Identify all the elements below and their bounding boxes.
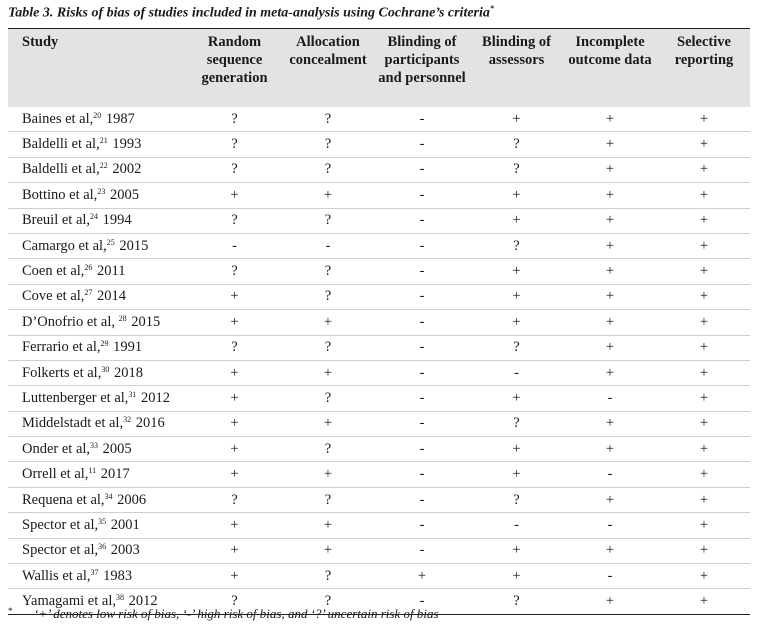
study-cell <box>8 208 186 233</box>
risk-rating-cell: + <box>471 183 562 208</box>
study-author: Onder et al, <box>22 440 91 457</box>
study-cell <box>8 386 186 411</box>
risk-rating-cell: + <box>658 411 750 436</box>
study-author: Breuil et al, <box>22 212 91 229</box>
risk-rating-cell: + <box>471 386 562 411</box>
risk-rating-cell: + <box>562 132 658 157</box>
risk-rating-cell: - <box>373 233 471 258</box>
study-year: 2005 <box>106 186 139 203</box>
reference-number: 32 <box>123 415 132 425</box>
risk-rating-cell: ? <box>283 335 373 360</box>
study-year: 2003 <box>107 542 140 559</box>
risk-rating-cell: + <box>186 513 283 538</box>
table-row <box>8 157 750 182</box>
study-author: Orrell et al, <box>22 466 89 483</box>
column-header-selective-reporting: Selective reporting <box>674 34 734 68</box>
table-row <box>8 513 750 538</box>
risk-rating-cell: + <box>658 360 750 385</box>
risk-rating-cell: + <box>658 284 750 309</box>
study-year: 2001 <box>107 516 140 533</box>
risk-rating-cell: + <box>562 538 658 563</box>
risk-rating-cell: + <box>471 462 562 487</box>
table-footnote <box>8 606 439 622</box>
risk-rating-cell: - <box>186 233 283 258</box>
risk-rating-cell: ? <box>471 233 562 258</box>
reference-number: 38 <box>115 593 124 603</box>
reference-number: 37 <box>90 567 99 577</box>
study-author: Wallis et al, <box>22 567 91 584</box>
risk-rating-cell: + <box>186 386 283 411</box>
risk-rating-cell: ? <box>471 487 562 512</box>
risk-rating-cell: + <box>562 233 658 258</box>
risk-rating-cell: + <box>283 538 373 563</box>
risk-rating-cell: - <box>562 462 658 487</box>
study-cell <box>8 513 186 538</box>
study-cell <box>8 157 186 182</box>
risk-rating-cell: - <box>373 183 471 208</box>
study-cell <box>8 284 186 309</box>
risk-rating-cell: - <box>562 513 658 538</box>
table-row <box>8 107 750 132</box>
risk-rating-cell: - <box>373 360 471 385</box>
risk-rating-cell: + <box>373 564 471 589</box>
risk-rating-cell: + <box>471 208 562 233</box>
column-header-blinding-participants: Blinding of participants and personnel <box>378 34 466 86</box>
risk-rating-cell: + <box>658 233 750 258</box>
table-row <box>8 233 750 258</box>
risk-rating-cell: ? <box>283 564 373 589</box>
study-cell <box>8 437 186 462</box>
table-row <box>8 538 750 563</box>
reference-number: 25 <box>106 237 115 247</box>
risk-rating-cell: + <box>658 437 750 462</box>
risk-rating-cell: ? <box>186 259 283 284</box>
reference-number: 27 <box>84 288 93 298</box>
risk-rating-cell: ? <box>231 593 238 610</box>
table-row <box>8 386 750 411</box>
study-year: 2014 <box>93 288 127 305</box>
study-year: 1993 <box>108 136 142 153</box>
column-header-study: Study <box>22 34 59 50</box>
table-body <box>8 107 750 614</box>
risk-rating-cell: ? <box>283 132 373 157</box>
risk-rating-cell: + <box>562 360 658 385</box>
footnote-mark: * <box>8 606 13 616</box>
risk-rating-cell: + <box>658 487 750 512</box>
risk-rating-cell: - <box>373 157 471 182</box>
study-year: 1991 <box>109 339 143 356</box>
risk-rating-cell: + <box>658 132 750 157</box>
risk-rating-cell: + <box>283 183 373 208</box>
risk-rating-cell: - <box>373 538 471 563</box>
study-author: Baldelli et al, <box>22 136 100 153</box>
study-author: Requena et al, <box>22 491 105 508</box>
risk-rating-cell: + <box>658 462 750 487</box>
risk-rating-cell: + <box>471 310 562 335</box>
risk-rating-cell: ? <box>186 487 283 512</box>
study-author: Yamagami et al, <box>22 593 116 610</box>
study-year: 2012 <box>124 593 158 610</box>
risk-rating-cell: + <box>658 208 750 233</box>
risk-rating-cell: + <box>605 593 615 610</box>
study-author: D’Onofrio et al, <box>22 313 119 330</box>
risk-rating-cell: + <box>186 538 283 563</box>
table-row <box>8 360 750 385</box>
risk-rating-cell: + <box>186 462 283 487</box>
study-cell <box>8 259 186 284</box>
table-row <box>8 411 750 436</box>
risk-rating-cell: + <box>283 462 373 487</box>
risk-rating-cell: ? <box>283 284 373 309</box>
study-year: 2012 <box>137 389 171 406</box>
reference-number: 29 <box>100 339 109 349</box>
risk-rating-cell: ? <box>283 487 373 512</box>
risk-rating-cell: - <box>373 487 471 512</box>
study-cell <box>8 335 186 360</box>
risk-rating-cell: + <box>283 310 373 335</box>
risk-rating-cell: + <box>658 310 750 335</box>
risk-rating-cell: - <box>283 233 373 258</box>
risk-rating-cell: - <box>373 132 471 157</box>
table-row <box>8 183 750 208</box>
risk-rating-cell: ? <box>186 208 283 233</box>
risk-rating-cell: + <box>186 284 283 309</box>
risk-rating-cell: ? <box>186 335 283 360</box>
risk-rating-cell: + <box>562 157 658 182</box>
table-row <box>8 208 750 233</box>
study-author: Baldelli et al, <box>22 161 100 178</box>
table-row <box>8 132 750 157</box>
study-cell <box>8 411 186 436</box>
risk-rating-cell: + <box>658 157 750 182</box>
risk-rating-cell: - <box>373 208 471 233</box>
risk-rating-cell: + <box>658 183 750 208</box>
study-year: 2016 <box>132 415 165 432</box>
risk-rating-cell: ? <box>186 107 283 132</box>
study-author: Folkerts et al, <box>22 364 102 381</box>
risk-rating-cell: - <box>471 360 562 385</box>
risk-rating-cell: - <box>373 259 471 284</box>
risk-rating-cell: + <box>658 538 750 563</box>
column-header-random-sequence: Random sequence generation <box>201 34 268 86</box>
table-row <box>8 462 750 487</box>
risk-rating-cell: + <box>658 564 750 589</box>
table-row <box>8 284 750 309</box>
risk-rating-cell: - <box>471 513 562 538</box>
risk-rating-cell: ? <box>283 386 373 411</box>
table-row <box>8 335 750 360</box>
risk-rating-cell: - <box>373 411 471 436</box>
reference-number: 34 <box>104 491 113 501</box>
risk-rating-cell: - <box>562 564 658 589</box>
risk-rating-cell: - <box>562 386 658 411</box>
reference-number: 20 <box>93 110 102 120</box>
risk-rating-cell: ? <box>283 157 373 182</box>
study-year: 2015 <box>127 313 161 330</box>
table-row <box>8 310 750 335</box>
study-cell <box>8 462 186 487</box>
risk-rating-cell: + <box>186 310 283 335</box>
study-cell <box>8 183 186 208</box>
risk-rating-cell: + <box>186 411 283 436</box>
risk-rating-cell: + <box>562 335 658 360</box>
risk-rating-cell: ? <box>283 437 373 462</box>
risk-rating-cell: + <box>562 437 658 462</box>
table-caption <box>8 4 494 22</box>
study-author: Cove et al, <box>22 288 85 305</box>
study-cell <box>8 360 186 385</box>
reference-number: 33 <box>90 440 99 450</box>
risk-rating-cell: - <box>373 462 471 487</box>
study-year: 2015 <box>115 237 149 254</box>
study-cell <box>8 233 186 258</box>
risk-rating-cell: + <box>658 335 750 360</box>
risk-rating-cell: ? <box>283 107 373 132</box>
risk-of-bias-table-frame <box>8 28 750 615</box>
risk-rating-cell: ? <box>324 593 332 610</box>
risk-rating-cell: + <box>471 564 562 589</box>
risk-rating-cell: ? <box>471 157 562 182</box>
study-year: 2002 <box>108 161 142 178</box>
risk-rating-cell: + <box>471 107 562 132</box>
risk-rating-cell: + <box>562 183 658 208</box>
reference-number: 23 <box>97 186 106 196</box>
column-header-blinding-assessors: Blinding of assessors <box>482 34 551 68</box>
risk-rating-cell: - <box>419 593 425 610</box>
study-author: Luttenberger et al, <box>22 389 129 406</box>
reference-number: 26 <box>84 263 93 273</box>
risk-rating-cell: + <box>562 259 658 284</box>
risk-rating-cell: + <box>471 437 562 462</box>
risk-rating-cell: + <box>283 411 373 436</box>
risk-rating-cell: + <box>658 107 750 132</box>
risk-rating-cell: - <box>373 107 471 132</box>
risk-rating-cell: ? <box>471 411 562 436</box>
risk-rating-cell: + <box>186 360 283 385</box>
risk-rating-cell: - <box>373 335 471 360</box>
study-year: 1983 <box>99 567 133 584</box>
risk-rating-cell: - <box>373 386 471 411</box>
risk-rating-cell: - <box>373 437 471 462</box>
risk-rating-cell: + <box>562 208 658 233</box>
risk-rating-cell: - <box>373 513 471 538</box>
risk-rating-cell: + <box>283 360 373 385</box>
study-year: 2006 <box>113 491 147 508</box>
risk-rating-cell: ? <box>283 259 373 284</box>
reference-number: 11 <box>88 466 97 476</box>
risk-rating-cell: + <box>186 183 283 208</box>
risk-rating-cell: + <box>699 593 709 610</box>
reference-number: 30 <box>101 364 110 374</box>
study-year: 1994 <box>99 212 132 229</box>
study-year: 2011 <box>93 263 126 280</box>
study-cell <box>8 132 186 157</box>
table-row <box>8 564 750 589</box>
study-author: Bottino et al, <box>22 186 98 203</box>
risk-rating-cell: + <box>186 437 283 462</box>
study-author: Coen et al, <box>22 263 85 280</box>
column-header-allocation: Allocation concealment <box>289 34 367 68</box>
study-cell <box>8 487 186 512</box>
table-row <box>8 259 750 284</box>
study-cell <box>8 310 186 335</box>
reference-number: 28 <box>118 313 127 323</box>
study-year: 1987 <box>102 110 135 127</box>
reference-number: 36 <box>98 542 107 552</box>
risk-rating-cell: - <box>373 310 471 335</box>
risk-rating-cell: + <box>658 386 750 411</box>
risk-rating-cell: ? <box>186 132 283 157</box>
risk-rating-cell: - <box>373 284 471 309</box>
study-author: Camargo et al, <box>22 237 107 254</box>
risk-rating-cell: + <box>562 411 658 436</box>
column-header-incomplete-data: Incomplete outcome data <box>568 34 652 68</box>
study-year: 2005 <box>99 440 132 457</box>
risk-of-bias-table <box>8 29 750 614</box>
table-header-row <box>8 29 750 107</box>
study-author: Spector et al, <box>22 516 99 533</box>
footnote-text: ‘+’ denotes low risk of bias, ‘-’ high risk of bias, and ‘?’ uncertain risk of bias <box>34 606 439 621</box>
study-cell <box>8 564 186 589</box>
study-author: Middelstadt et al, <box>22 415 124 432</box>
risk-rating-cell: + <box>562 107 658 132</box>
risk-rating-cell: + <box>562 487 658 512</box>
risk-rating-cell: + <box>283 513 373 538</box>
reference-number: 31 <box>128 389 137 399</box>
risk-rating-cell: ? <box>513 593 520 610</box>
study-cell <box>8 107 186 132</box>
reference-number: 21 <box>99 136 108 146</box>
risk-rating-cell: + <box>186 564 283 589</box>
reference-number: 35 <box>98 516 107 526</box>
caption-footnote-mark: * <box>489 4 494 13</box>
study-cell <box>8 538 186 563</box>
risk-rating-cell: ? <box>186 157 283 182</box>
study-year: 2018 <box>110 364 143 381</box>
table-row <box>8 487 750 512</box>
risk-rating-cell: ? <box>471 335 562 360</box>
study-author: Baines et al, <box>22 110 94 127</box>
study-author: Ferrario et al, <box>22 339 101 356</box>
study-year: 2017 <box>97 466 130 483</box>
caption-text: Table 3. Risks of bias of studies included in meta-analysis using Cochrane’s criteria <box>8 5 490 21</box>
risk-rating-cell: ? <box>471 132 562 157</box>
risk-rating-cell: + <box>658 259 750 284</box>
reference-number: 22 <box>99 161 108 171</box>
risk-rating-cell: + <box>471 538 562 563</box>
study-author: Spector et al, <box>22 542 99 559</box>
risk-rating-cell: + <box>562 284 658 309</box>
reference-number: 24 <box>90 212 99 222</box>
risk-rating-cell: + <box>658 513 750 538</box>
risk-rating-cell: + <box>562 310 658 335</box>
risk-rating-cell: + <box>471 284 562 309</box>
risk-rating-cell: ? <box>283 208 373 233</box>
table-row <box>8 437 750 462</box>
risk-rating-cell: + <box>471 259 562 284</box>
